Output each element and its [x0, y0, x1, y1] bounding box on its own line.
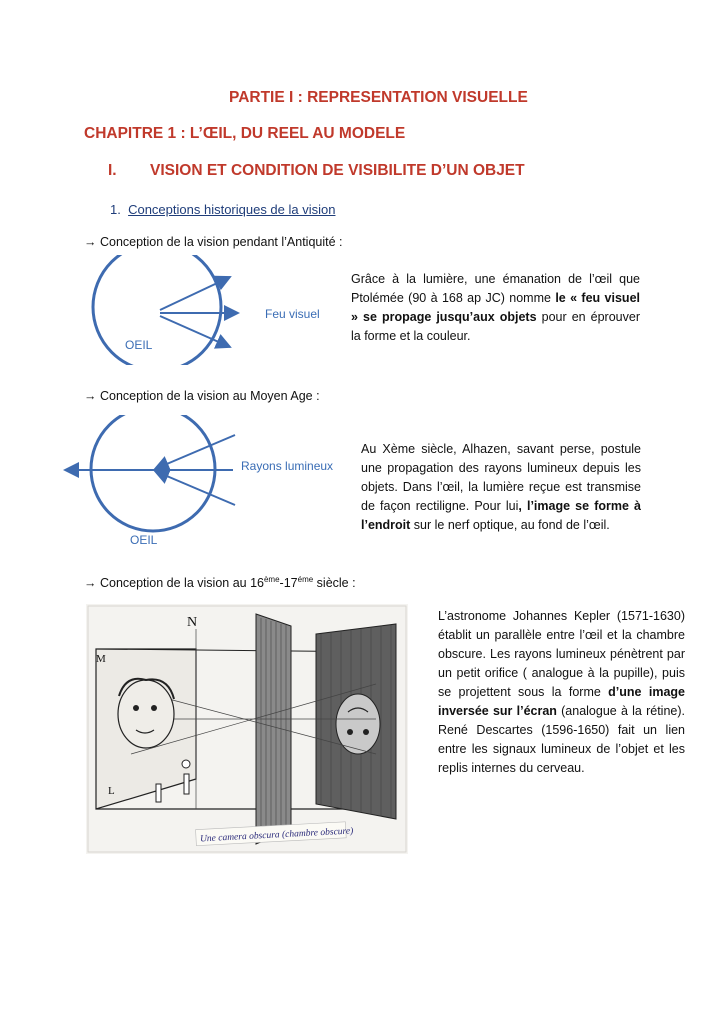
renaissance-intro [84, 575, 356, 590]
text-bold-run: , l’image se forme à l’endroit [361, 499, 641, 532]
antiquity-eye-diagram [80, 255, 260, 365]
svg-text:L: L [108, 785, 115, 797]
text-run: Au Xème siècle, Alhazen, savant perse, postule une propagation des rayons lumineux depuis les objets. Dans l’œil, la lumière reçue est transmise de façon rectiligne. Pour lui [361, 442, 641, 513]
ray-label: Feu visuel [265, 307, 320, 321]
ray-arrow [155, 471, 235, 505]
text-run: Grâce à la lumière, une émanation de l’œil que Ptolémée (90 à 168 ap JC) nomme [351, 272, 640, 305]
middle-ages-paragraph [361, 440, 641, 535]
eye-circle [91, 415, 215, 531]
antiquity-intro: → Conception de la vision pendant l’Antiquité : [84, 235, 343, 249]
renaissance-paragraph [438, 607, 685, 778]
eye-circle [93, 255, 221, 365]
subsection-title: Conceptions historiques de la vision [128, 202, 336, 217]
camera-obscura-engraving [86, 604, 408, 854]
text-bold-run: le « feu visuel » se propage jusqu’aux objets [351, 291, 640, 324]
eye-label: OEIL [125, 338, 153, 352]
ray-label: Rayons lumineux [241, 459, 334, 473]
text-bold-run: d’une image inversée sur l’écran [438, 685, 685, 718]
text-run: pour en éprouver la forme et la couleur. [351, 310, 640, 343]
text-run: (analogue à la rétine). René Descartes (1596-1650) fait un lien entre les signaux lumineux de l’objet et les replis internes du cerveau. [438, 704, 685, 775]
svg-text:M: M [96, 653, 106, 665]
middle-ages-intro: → Conception de la vision au Moyen Age : [84, 389, 320, 403]
middle-ages-eye-diagram [55, 415, 245, 535]
superscript: ème [263, 575, 280, 584]
eye-label: OEIL [130, 533, 158, 547]
antiquity-paragraph [351, 270, 640, 346]
part-title: PARTIE I : REPRESENTATION VISUELLE [229, 89, 528, 106]
superscript: éme [297, 575, 314, 584]
subsection-number: 1. [110, 202, 121, 217]
text-run: → Conception de la vision au 16 [84, 576, 264, 591]
text-run: -17 [279, 576, 298, 591]
ray-arrow [155, 435, 235, 469]
subsection-heading [110, 202, 335, 217]
chapter-title: CHAPITRE 1 : L’ŒIL, DU REEL AU MODELE [84, 125, 406, 142]
section-number: I. [108, 162, 117, 179]
text-run: siècle : [313, 576, 356, 591]
caption-text: Une camera obscura (chambre obscure) [199, 826, 354, 845]
text-run: L’astronome Johannes Kepler (1571-1630) établit un parallèle entre l’œil et la chambre obscure. Les rayons lumineux pénètrent par un petit orifice ( analogue à la pupille), puis se projettent sous la forme [438, 609, 685, 699]
text-run: sur le nerf optique, au fond de l’œil. [410, 518, 610, 532]
svg-text:N: N [187, 615, 198, 630]
section-title: VISION ET CONDITION DE VISIBILITE D’UN OBJET [150, 162, 525, 179]
